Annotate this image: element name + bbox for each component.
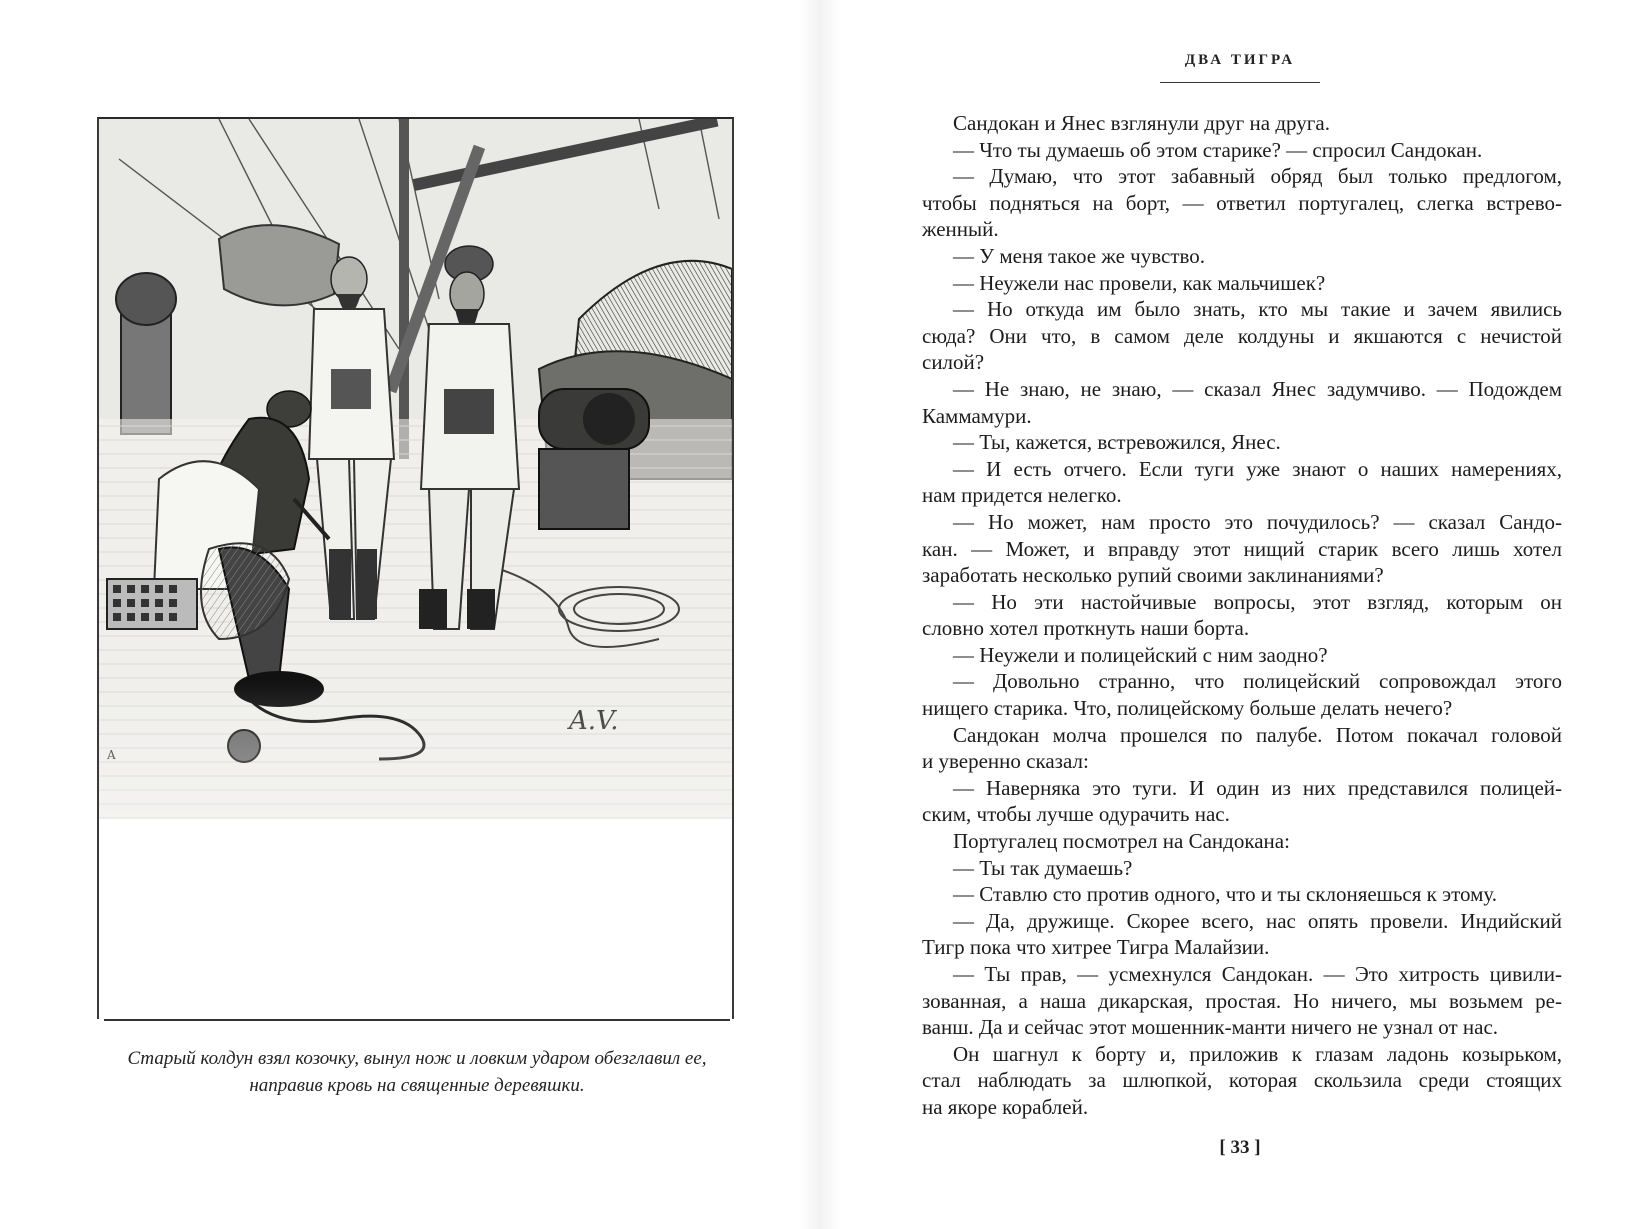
text-line: — Довольно странно, что полицейский сопровождал этого [953, 669, 1562, 694]
text-line: женный. [922, 217, 999, 242]
text-line: и уверенно сказал: [922, 749, 1089, 774]
text-line: — Но может, нам просто это почудилось? — сказал Сандо- [953, 509, 1562, 534]
book-gutter [800, 0, 840, 1229]
caption-line: Старый колдун взял козочку, вынул нож и ловким ударом обезглавил ее, [127, 1048, 707, 1069]
text-line: — Наверняка это туги. И один из них представился полицей- [953, 775, 1562, 800]
text-line: Каммамури. [922, 403, 1032, 428]
running-head-rule [1160, 82, 1320, 83]
engraving-illustration [97, 117, 734, 1019]
text-line: — Не знаю, не знаю, — сказал Янес задумчиво. — Подождем [953, 376, 1562, 401]
text-line: — И есть отчего. Если туги уже знают о наших намерениях, [953, 456, 1562, 481]
illustration-caption [104, 1045, 730, 1099]
text-line: Сандокан и Янес взглянули друг на друга. [953, 111, 1330, 135]
wooden-crate-icon [107, 579, 197, 629]
text-line: — Да, дружище. Скорее всего, нас опять провели. Индийский [953, 908, 1562, 933]
text-line: — Неужели и полицейский с ним заодно? [953, 642, 1328, 667]
text-line: — Ставлю сто против одного, что и ты склоняешься к этому. [953, 882, 1498, 907]
text-line: Тигр пока что хитрее Тигра Малайзии. [922, 935, 1270, 960]
text-line: на якоре кораблей. [922, 1094, 1089, 1119]
text-line: словно хотел проткнуть наши борта. [922, 616, 1250, 641]
text-line: Португалец посмотрел на Сандокана: [953, 829, 1290, 854]
caption-line: направив кровь на священные деревяшки. [249, 1075, 585, 1096]
text-line: — Но откуда им было знать, кто мы такие и зачем явились [953, 297, 1562, 322]
text-line: — Неужели нас провели, как мальчишек? [953, 270, 1326, 295]
text-line: ским, чтобы лучше одурачить нас. [922, 802, 1230, 827]
text-line: нам придется нелегко. [922, 483, 1122, 508]
running-head: ДВА ТИГРА [1184, 52, 1296, 68]
ship-deck-scene [99, 119, 732, 1019]
body-text [922, 110, 1562, 1121]
text-line: сюда? Они что, в самом деле колдуны и якшаются с нечистой [922, 323, 1562, 348]
text-line: силой? [922, 350, 985, 375]
text-line: — Думаю, что этот забавный обряд был только предлогом, [953, 164, 1562, 189]
text-line: — Ты, кажется, встревожился, Янес. [953, 430, 1281, 455]
text-line: — У меня такое же чувство. [953, 243, 1206, 268]
text-line: — Ты так думаешь? [953, 855, 1133, 880]
text-line: — Что ты думаешь об этом старике? — спросил Сандокан. [953, 137, 1483, 162]
text-line: кан. — Может, и вправду этот нищий старик всего лишь хотел [922, 536, 1562, 561]
page-number: [ 33 ] [1219, 1137, 1261, 1158]
text-line: зованная, а наша дикарская, простая. Но ничего, мы возьмем ре- [922, 988, 1562, 1013]
text-line: стал наблюдать за шлюпкой, которая скользила среди стоящих [922, 1068, 1562, 1093]
text-line: заработать несколько рупий своими заклинаниями? [922, 563, 1384, 588]
text-line: ванш. Да и сейчас этот мошенник-манти ничего не узнал от нас. [922, 1015, 1499, 1040]
text-line: нищего старика. Что, полицейскому больше делать нечего? [922, 696, 1453, 721]
text-line: чтобы подняться на борт, — ответил португалец, слегка встрево- [922, 190, 1562, 215]
text-line: Он шагнул к борту и, приложив к глазам ладонь козырьком, [953, 1041, 1562, 1066]
text-line: — Но эти настойчивые вопросы, этот взгляд, которым он [953, 589, 1562, 614]
illustration-bottom-rule [104, 1019, 730, 1021]
text-line: — Ты прав, — усмехнулся Сандокан. — Это хитрость цивили- [953, 962, 1562, 986]
text-line: Сандокан молча прошелся по палубе. Потом покачал головой [953, 722, 1562, 747]
